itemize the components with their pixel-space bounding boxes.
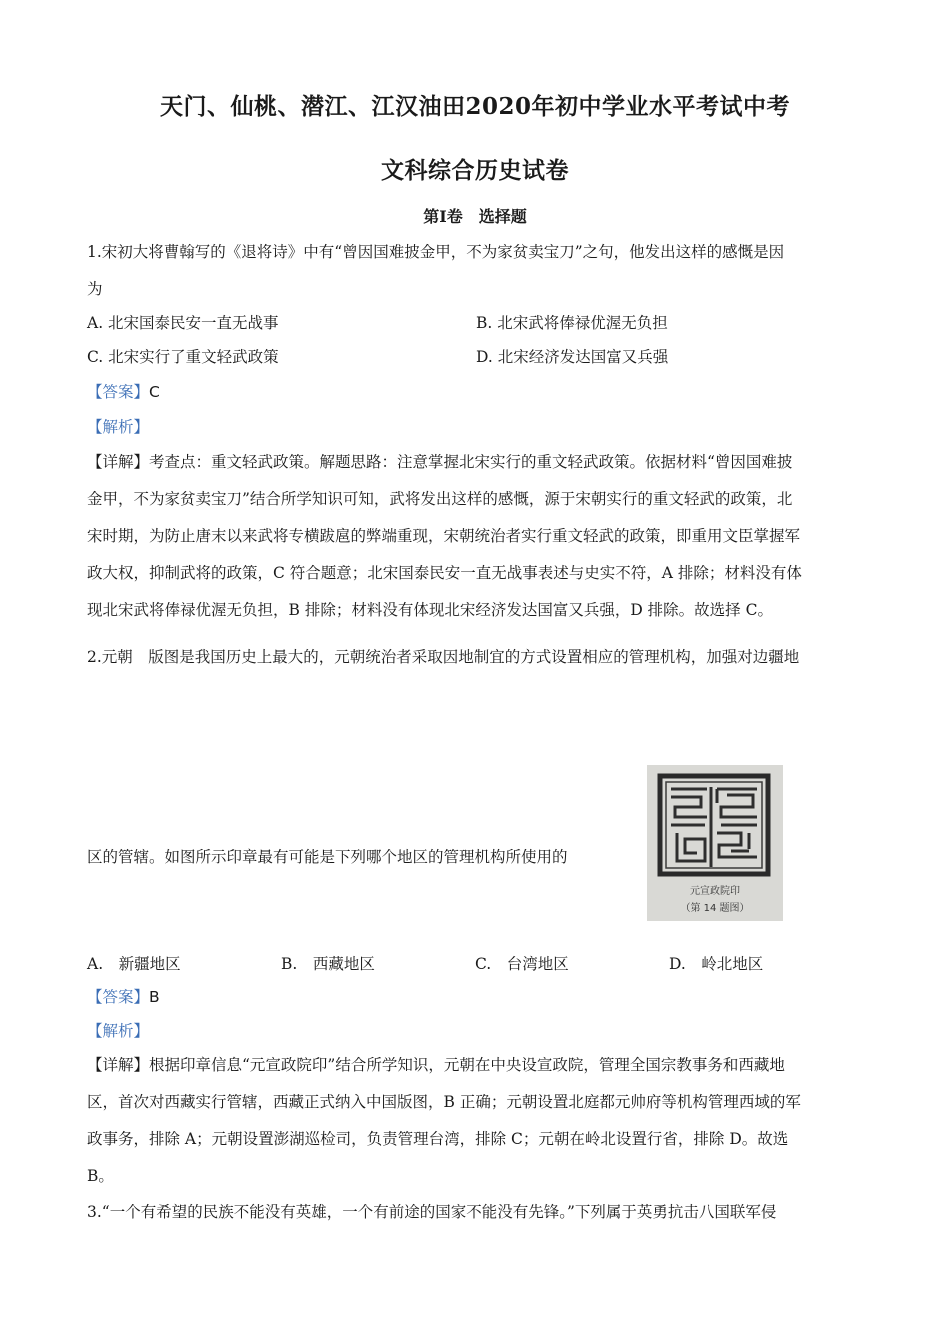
seal-caption: 元宣政院印: [690, 886, 740, 897]
q1-option-c: C. 北宋实行了重文轻武政策: [87, 348, 279, 366]
seal-figure-number: （第 14 题图）: [680, 903, 750, 914]
q1-detail-line5: 现北宋武将俸禄优渥无负担，B 排除；材料没有体现北宋经济发达国富又兵强，D 排除。故选择 C。: [87, 601, 773, 619]
q2-option-a: A. 新疆地区: [87, 955, 181, 973]
q1-analysis-tag: 【解析】: [87, 418, 150, 436]
q1-detail-line1: 【详解】考查点：重文轻武政策。解题思路：注意掌握北宋实行的重文轻武政策。依据材料“曾因国难披: [87, 453, 793, 471]
q2-detail-line1: 【详解】根据印章信息“元宣政院印”结合所学知识，元朝在中央设宣政院，管理全国宗教事务和西藏地: [87, 1056, 785, 1074]
q2-detail-line3: 政事务，排除 A；元朝设置澎湖巡检司，负责管理台湾，排除 C；元朝在岭北设置行省，排除 D。故选: [87, 1130, 789, 1148]
q3-stem-line1: 3.“一个有希望的民族不能没有英雄，一个有前途的国家不能没有先锋。”下列属于英勇抗击八国联军侵: [87, 1203, 777, 1221]
q2-stem-line1: 2.元朝 版图是我国历史上最大的，元朝统治者采取因地制宜的方式设置相应的管理机构，加强对边疆地: [87, 648, 800, 666]
paper-title-line2: 文科综合历史试卷: [381, 157, 569, 184]
q1-answer-tag: 【答案】: [87, 383, 150, 401]
q2-option-b: B. 西藏地区: [281, 955, 375, 973]
q1-detail-line4: 政大权，抑制武将的政策，C 符合题意；北宋国泰民安一直无战事表述与史实不符，A 排除；材料没有体: [87, 564, 802, 582]
q1-stem-line1: 1.宋初大将曹翰写的《退将诗》中有“曾因国难披金甲，不为家贫卖宝刀”之句，他发出这样的感慨是因: [87, 243, 785, 261]
q2-answer-value: B: [149, 988, 160, 1006]
q1-option-b: B. 北宋武将俸禄优渥无负担: [476, 314, 668, 332]
q2-answer-tag: 【答案】: [87, 988, 150, 1006]
q1-answer-value: C: [149, 383, 160, 401]
q2-option-c: C. 台湾地区: [475, 955, 569, 973]
seal-icon: [657, 773, 771, 877]
q2-stem-line2: 区的管辖。如图所示印章最有可能是下列哪个地区的管理机构所使用的: [87, 848, 568, 866]
q1-stem-line2: 为: [87, 280, 103, 298]
q2-detail-line4: B。: [87, 1167, 114, 1185]
q1-detail-line3: 宋时期，为防止唐末以来武将专横跋扈的弊端重现，宋朝统治者实行重文轻武的政策，即重用文臣掌握军: [87, 527, 801, 545]
q2-answer: [87, 985, 868, 1007]
q1-option-d: D. 北宋经济发达国富又兵强: [476, 348, 669, 366]
q2-analysis-tag: 【解析】: [87, 1022, 150, 1040]
q1-option-a: A. 北宋国泰民安一直无战事: [87, 314, 279, 332]
seal-image: [647, 765, 783, 921]
q2-option-d: D. 岭北地区: [669, 955, 764, 973]
q1-detail-line2: 金甲，不为家贫卖宝刀”结合所学知识可知，武将发出这样的感慨，源于宋朝实行的重文轻武的政策，北: [87, 490, 793, 508]
section-heading: 第Ⅰ卷 选择题: [423, 207, 527, 226]
q2-detail-line2: 区，首次对西藏实行管辖，西藏正式纳入中国版图，B 正确；元朝设置北庭都元帅府等机构管理西域的军: [87, 1093, 801, 1111]
paper-title-line1: 天门、仙桃、潜江、江汉油田2020年初中学业水平考试中考: [159, 93, 790, 120]
q1-answer: [87, 380, 868, 402]
